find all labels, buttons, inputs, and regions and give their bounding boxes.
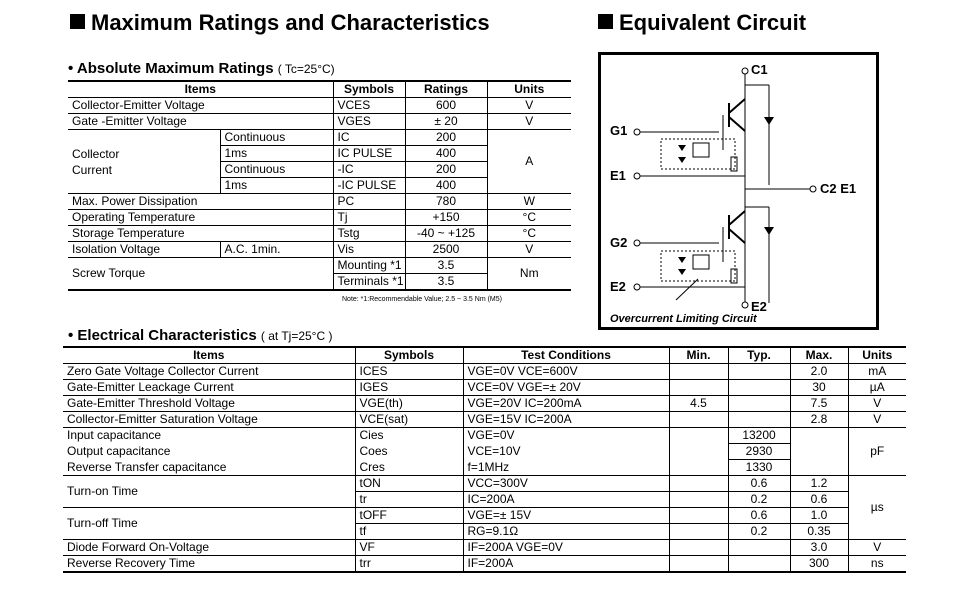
collector-label-line1: Collector — [72, 146, 120, 161]
header-items: Items — [184, 82, 216, 96]
cell-rating: +150 — [405, 210, 487, 226]
cell-min — [669, 540, 728, 556]
cell-typ — [728, 412, 790, 428]
header-ratings: Ratings — [405, 81, 487, 98]
table-row — [63, 476, 906, 492]
cell-min — [669, 476, 728, 492]
cell-item: Storage Temperature — [72, 226, 185, 240]
cell-symbol: VCES — [333, 98, 405, 114]
label-c2e1: C2 E1 — [820, 181, 857, 196]
cell-typ — [728, 396, 790, 412]
cell-condition: VGE=± 15V — [463, 508, 669, 524]
label-e1: E1 — [610, 168, 626, 183]
cell-max: 1.2 — [790, 476, 848, 492]
cell-item: Collector-Emitter Saturation Voltage — [67, 412, 258, 426]
cell-unit: A — [487, 130, 571, 194]
cell-symbol: VCE(sat) — [355, 412, 463, 428]
cell-symbol: trr — [355, 556, 463, 573]
header-items: Items — [193, 348, 225, 362]
cell-typ — [728, 364, 790, 380]
cell-symbol: tON — [355, 476, 463, 492]
cell-max: 30 — [790, 380, 848, 396]
cell-symbol: Vis — [333, 242, 405, 258]
cell-rating: 3.5 — [405, 258, 487, 274]
cell-symbol: IC PULSE — [333, 146, 405, 162]
cell-symbol: tr — [355, 492, 463, 508]
cell-condition: RG=9.1Ω — [463, 524, 669, 540]
cell-max: 2.8 — [790, 412, 848, 428]
cell-symbol: Terminals *1 — [333, 274, 405, 291]
cell-typ: 1330 — [728, 460, 790, 476]
cell-symbol: VGE(th) — [355, 396, 463, 412]
abs-ratings-table — [68, 80, 571, 291]
cell-rating: 600 — [405, 98, 487, 114]
cell-item: Turn-on Time — [63, 476, 355, 508]
cell-typ: 0.6 — [728, 476, 790, 492]
header-symbols: Symbols — [333, 81, 405, 98]
table-header — [68, 81, 571, 98]
cell-rating: 400 — [405, 178, 487, 194]
header-symbols: Symbols — [355, 347, 463, 364]
cell-item: Gate -Emitter Voltage — [72, 114, 187, 128]
cell-unit: V — [487, 114, 571, 130]
cell-symbol: VGES — [333, 114, 405, 130]
header-units: Units — [487, 81, 571, 98]
cell-max — [790, 428, 848, 444]
table-row — [63, 540, 906, 556]
circuit-title — [598, 10, 806, 36]
cell-condition: VGE=0V — [463, 428, 669, 444]
cell-min — [669, 380, 728, 396]
circuit-caption: Overcurrent Limiting Circuit — [610, 313, 757, 325]
cell-min — [669, 492, 728, 508]
cell-min: 4.5 — [669, 396, 728, 412]
label-g1: G1 — [610, 123, 628, 138]
cell-item: Output capacitance — [67, 444, 171, 458]
cell-max: 300 — [790, 556, 848, 573]
cell-unit: V — [487, 242, 571, 258]
cell-max: 1.0 — [790, 508, 848, 524]
cell-unit: pF — [848, 428, 906, 476]
table-row — [63, 508, 906, 524]
cell-typ: 2930 — [728, 444, 790, 460]
cell-min — [669, 460, 728, 476]
cell-typ — [728, 540, 790, 556]
cell-item: Input capacitance — [67, 428, 162, 443]
cell-unit: Nm — [487, 258, 571, 291]
cell-unit: mA — [848, 364, 906, 380]
table-row — [63, 380, 906, 396]
header-min: Min. — [669, 347, 728, 364]
label-g2: G2 — [610, 235, 628, 250]
cell-item: Reverse Recovery Time — [67, 556, 196, 570]
cell-rating: 780 — [405, 194, 487, 210]
cell-typ: 13200 — [728, 428, 790, 444]
cell-unit: °C — [487, 226, 571, 242]
collector-label-line2: Current — [72, 162, 113, 177]
cell-typ: 0.2 — [728, 524, 790, 540]
cell-subitem: A.C. 1min. — [220, 242, 333, 258]
cell-condition: VCE=10V — [463, 444, 669, 460]
table-row — [68, 130, 571, 146]
cell-condition: IF=200A VGE=0V — [463, 540, 669, 556]
table-row — [63, 412, 906, 428]
cell-condition: VGE=20V IC=200mA — [463, 396, 669, 412]
table-row — [68, 114, 571, 130]
table-row — [63, 444, 906, 460]
cell-typ — [728, 380, 790, 396]
cell-max — [790, 444, 848, 460]
table-row — [68, 210, 571, 226]
elec-condition: ( at Tj=25°C ) — [260, 329, 333, 343]
header-conditions: Test Conditions — [463, 347, 669, 364]
cell-symbol: tOFF — [355, 508, 463, 524]
cell-symbol: Tj — [333, 210, 405, 226]
elec-heading-text: Electrical Characteristics — [77, 327, 257, 344]
table-row — [63, 428, 906, 444]
label-e2-bottom: E2 — [751, 299, 767, 314]
cell-max — [790, 460, 848, 476]
cell-subitem: Continuous — [220, 130, 333, 146]
cell-unit: µA — [848, 380, 906, 396]
cell-condition: IF=200A — [463, 556, 669, 573]
table-row — [68, 98, 571, 114]
cell-item: Isolation Voltage — [72, 242, 161, 256]
cell-item: Operating Temperature — [72, 210, 196, 224]
main-title — [70, 10, 490, 36]
cell-item: Screw Torque — [68, 258, 333, 291]
cell-item: Collector-Emitter Voltage — [72, 98, 205, 112]
cell-symbol: Mounting *1 — [333, 258, 405, 274]
cell-min — [669, 364, 728, 380]
cell-condition: f=1MHz — [463, 460, 669, 476]
cell-min — [669, 556, 728, 573]
cell-rating: 400 — [405, 146, 487, 162]
cell-min — [669, 508, 728, 524]
cell-unit: V — [848, 540, 906, 556]
cell-symbol: tf — [355, 524, 463, 540]
cell-item: Diode Forward On-Voltage — [67, 540, 210, 554]
cell-symbol: Coes — [355, 444, 463, 460]
cell-item: Max. Power Dissipation — [72, 194, 198, 208]
table-row — [63, 396, 906, 412]
cell-item: Gate-Emitter Leackage Current — [67, 380, 234, 394]
collector-current-label — [68, 130, 220, 194]
cell-condition: IC=200A — [463, 492, 669, 508]
main-title-text: Maximum Ratings and Characteristics — [91, 10, 490, 35]
cell-min — [669, 524, 728, 540]
elec-heading: • Electrical Characteristics ( at Tj=25°C ) — [68, 327, 333, 344]
cell-subitem: 1ms — [220, 146, 333, 162]
cell-unit: V — [848, 412, 906, 428]
cell-condition: VCC=300V — [463, 476, 669, 492]
cell-item: Gate-Emitter Threshold Voltage — [67, 396, 235, 410]
cell-max: 2.0 — [790, 364, 848, 380]
cell-typ — [728, 556, 790, 573]
cell-rating: 3.5 — [405, 274, 487, 291]
table-header — [63, 347, 906, 364]
square-bullet-icon — [70, 14, 85, 29]
table-row — [63, 364, 906, 380]
cell-rating: 200 — [405, 130, 487, 146]
cell-max: 7.5 — [790, 396, 848, 412]
cell-unit: W — [487, 194, 571, 210]
cell-item: Turn-off Time — [63, 508, 355, 540]
cell-symbol: -IC — [333, 162, 405, 178]
cell-max: 3.0 — [790, 540, 848, 556]
cell-symbol: PC — [333, 194, 405, 210]
cell-symbol: IGES — [355, 380, 463, 396]
cell-rating: ± 20 — [405, 114, 487, 130]
table-row — [68, 226, 571, 242]
cell-symbol: VF — [355, 540, 463, 556]
cell-rating: 2500 — [405, 242, 487, 258]
cell-condition: VGE=15V IC=200A — [463, 412, 669, 428]
table-row — [68, 242, 571, 258]
cell-subitem: 1ms — [220, 178, 333, 194]
header-max: Max. — [790, 347, 848, 364]
table-row — [68, 258, 571, 274]
label-e2-left: E2 — [610, 279, 626, 294]
abs-heading-text: Absolute Maximum Ratings — [76, 60, 274, 77]
cell-min — [669, 444, 728, 460]
circuit-title-text: Equivalent Circuit — [619, 10, 807, 35]
abs-heading: • Absolute Maximum Ratings ( Tc=25°C) — [68, 60, 335, 77]
cell-max: 0.35 — [790, 524, 848, 540]
cell-rating: -40 ~ +125 — [405, 226, 487, 242]
table-row — [63, 460, 906, 476]
cell-unit: ns — [848, 556, 906, 573]
cell-subitem: Continuous — [220, 162, 333, 178]
abs-condition: ( Tc=25°C) — [277, 62, 335, 76]
cell-condition: VCE=0V VGE=± 20V — [463, 380, 669, 396]
cell-symbol: Cies — [355, 428, 463, 444]
square-bullet-icon — [598, 14, 613, 29]
header-units: Units — [848, 347, 906, 364]
cell-item: Reverse Transfer capacitance — [67, 459, 227, 474]
header-typ: Typ. — [728, 347, 790, 364]
cell-condition: VGE=0V VCE=600V — [463, 364, 669, 380]
abs-note: Note: *1:Recommendable Value; 2.5 ~ 3.5 Nm (M5) — [342, 296, 502, 303]
cell-unit: °C — [487, 210, 571, 226]
cell-symbol: ICES — [355, 364, 463, 380]
cell-symbol: Cres — [355, 460, 463, 476]
equivalent-circuit — [598, 52, 879, 330]
cell-symbol: -IC PULSE — [333, 178, 405, 194]
cell-typ: 0.2 — [728, 492, 790, 508]
cell-unit: µs — [848, 476, 906, 540]
cell-rating: 200 — [405, 162, 487, 178]
cell-unit: V — [487, 98, 571, 114]
cell-unit: V — [848, 396, 906, 412]
cell-min — [669, 428, 728, 444]
cell-min — [669, 412, 728, 428]
table-row — [63, 556, 906, 573]
table-row — [68, 194, 571, 210]
label-c1: C1 — [751, 62, 768, 77]
cell-item: Zero Gate Voltage Collector Current — [67, 364, 259, 378]
cell-typ: 0.6 — [728, 508, 790, 524]
electrical-characteristics-table — [63, 346, 906, 573]
cell-symbol: IC — [333, 130, 405, 146]
cell-symbol: Tstg — [333, 226, 405, 242]
cell-max: 0.6 — [790, 492, 848, 508]
